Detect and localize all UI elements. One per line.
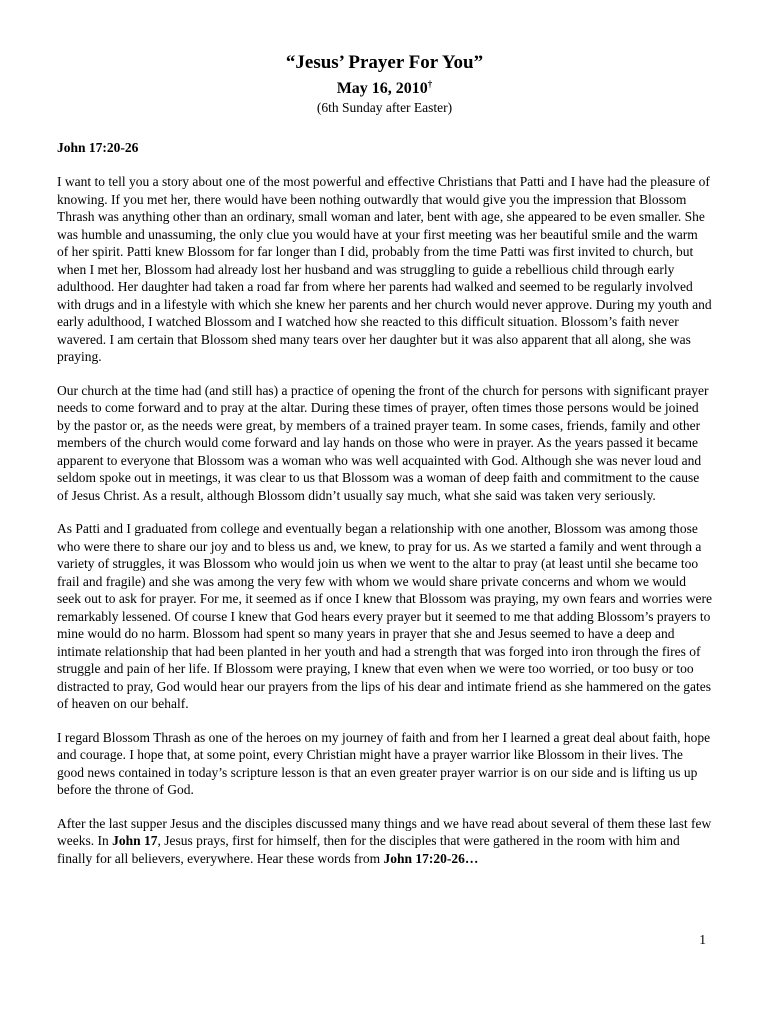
paragraph-1: I want to tell you a story about one of the most powerful and effective Christians that Patti and I have had the pleasure of knowing. If you met her, there would have been nothing outwardly that would give you the impression that Blossom Thrash was anything other than an ordinary, small woman and later, bent with age, she appeared to be even smaller. She was humble and unassuming, the only clue you would have at your first meeting was her beautiful smile and the warm of her spirit. Patti knew Blossom for far longer than I did, probably from the time Patti was first invited to church, but when I met her, Blossom had already lost her husband and was struggling to guide a rebellious child through early adulthood. Her daughter had taken a road far from where her parents had walked and seemed to be regularly involved with drugs and in a lifestyle with which she knew her parents and her church would never approve. During my youth and early adulthood, I watched Blossom and I watched how she reacted to this difficult situation. Blossom’s faith never wavered. I am certain that Blossom shed many tears over her daughter but it was also apparent that all along, she was praying. <box>57 174 712 364</box>
paragraph-5-text-b: , Jesus prays, first for himself, then for the disciples that were gathered in the room with him and finally for all believers, everywhere. Hear these words from <box>57 833 680 866</box>
sermon-subtitle: (6th Sunday after Easter) <box>316 100 453 115</box>
paragraph-3: As Patti and I graduated from college and eventually began a relationship with one another, Blossom was among those who were there to share our joy and to bless us and, we knew, to pray for us. As we started a family and went through a variety of struggles, it was Blossom who would join us when we went to the altar to pray (at least until she became too frail and fragile) and she was among the very few with whom we would share private concerns and whom we would seek out to ask for prayer. For me, it seemed as if once I knew that Blossom was praying, my own fears and worries were remarkably lessened. Of course I knew that God hears every prayer but it seemed to me that adding Blossom’s prayers to mine would do no harm. Blossom had spent so many years in prayer that she and Jesus seemed to have a deep and intimate relationship that had been planted in her youth and had a strength that was forged into iron through the fires of struggle and pain of her life. If Blossom were praying, I knew that even when we were too worried, or too busy or too distracted to pray, God would hear our prayers from the lips of his dear and intimate friend as she hammered on the gates of heaven on our behalf. <box>57 521 712 711</box>
paragraph-4: I regard Blossom Thrash as one of the heroes on my journey of faith and from her I learned a great deal about faith, hope and courage. I hope that, at some point, every Christian might have a prayer warrior like Blossom in their lives. The good news contained in today’s scripture lesson is that an even greater prayer warrior is on our side and is lifting us up before the throne of God. <box>57 729 711 797</box>
date-text: May 16, 2010 <box>336 80 428 97</box>
sermon-date <box>57 74 712 99</box>
paragraph-5-text-a: After the last supper Jesus and the disciples discussed many things and we have read about several of them these last few weeks. In <box>57 815 712 848</box>
page-number: 1 <box>699 932 706 947</box>
scripture-chapter-ref: John 17 <box>112 833 158 848</box>
dagger-footnote-mark: † <box>427 79 433 89</box>
scripture-verse-ref: John 17:20-26… <box>383 850 479 866</box>
paragraph-5 <box>57 815 712 868</box>
paragraph-2: Our church at the time had (and still has) a practice of opening the front of the church for persons with significant prayer needs to come forward and to pray at the altar. During these times of prayer, often times those persons would be joined by the pastor or, as the needs were great, by members of a trained prayer team. In some cases, friends, family and other members of the church would come forward and lay hands on those who were in prayer. As the years passed it became apparent to everyone that Blossom was a woman who was well acquainted with God. Although she was never loud and seldom spoke out in meetings, it was clear to us that Blossom was a woman of deep faith and commitment to the cause of Jesus Christ. As a result, although Blossom didn’t usually say much, what she said was taken very seriously. <box>57 382 709 503</box>
scripture-reference: John 17:20-26 <box>57 140 139 155</box>
sermon-title: “Jesus’ Prayer For You” <box>285 52 484 73</box>
